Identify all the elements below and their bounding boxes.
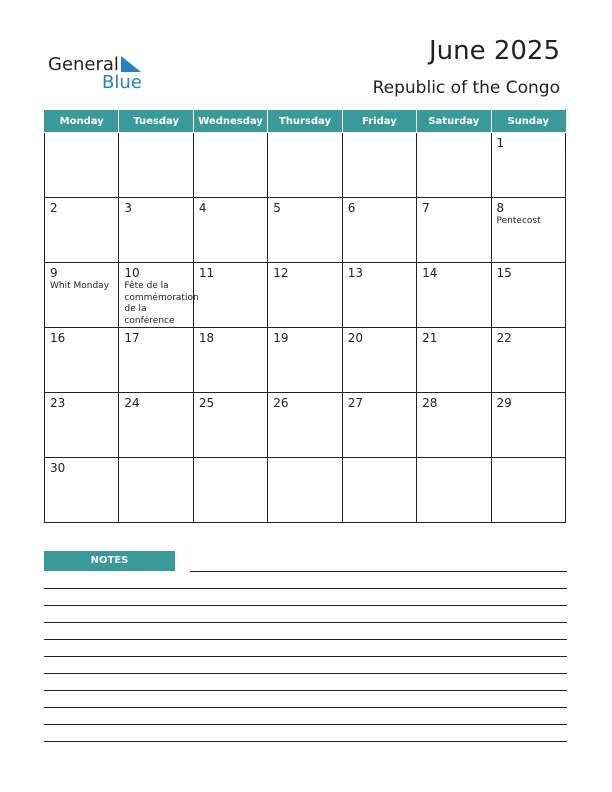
country-subtitle: Republic of the Congo	[372, 78, 560, 98]
note-line	[44, 605, 567, 606]
notes-label: NOTES	[44, 551, 175, 571]
day-number: 1	[496, 136, 505, 150]
note-line	[44, 741, 567, 742]
note-line	[44, 656, 567, 657]
calendar-week-row	[45, 328, 566, 393]
day-number: 16	[50, 331, 66, 345]
calendar-day-cell	[193, 458, 267, 523]
calendar-day-cell	[119, 133, 193, 198]
day-number: 29	[496, 396, 512, 410]
calendar-day-cell	[193, 393, 267, 458]
day-number: 12	[273, 266, 289, 280]
day-number: 13	[347, 266, 363, 280]
calendar-day-cell	[45, 458, 119, 523]
calendar-day-cell	[45, 198, 119, 263]
day-number: 20	[347, 331, 363, 345]
calendar-day-cell	[342, 328, 416, 393]
calendar-day-cell	[491, 133, 565, 198]
calendar-week-row	[45, 393, 566, 458]
day-number: 15	[496, 266, 512, 280]
calendar-day-cell	[417, 458, 491, 523]
day-number: 11	[198, 266, 215, 280]
calendar-day-cell	[45, 328, 119, 393]
calendar-week-row	[45, 198, 566, 263]
logo-triangle-icon	[121, 56, 141, 72]
calendar-day-cell	[268, 458, 342, 523]
day-number: 19	[273, 331, 289, 345]
weekday-header: Monday	[45, 110, 119, 133]
day-number	[45, 133, 118, 136]
calendar-week-row	[45, 133, 566, 198]
day-number: 28	[422, 396, 438, 410]
day-number: 3	[124, 201, 133, 215]
calendar-grid	[44, 109, 566, 523]
calendar-day-cell	[268, 328, 342, 393]
note-line	[190, 571, 567, 572]
day-number	[194, 133, 267, 136]
note-line	[44, 588, 567, 589]
weekday-header: Friday	[342, 110, 416, 133]
calendar-day-cell	[119, 263, 199, 328]
calendar-day-cell	[193, 133, 267, 198]
calendar-day-cell	[417, 263, 491, 328]
calendar-day-cell	[417, 328, 491, 393]
calendar-day-cell	[491, 263, 565, 328]
calendar-day-cell	[268, 393, 342, 458]
note-line	[44, 622, 567, 623]
calendar-day-cell	[491, 328, 565, 393]
calendar-day-cell	[417, 393, 491, 458]
day-number	[343, 133, 416, 136]
calendar-day-cell	[193, 263, 267, 328]
calendar-day-cell	[193, 328, 267, 393]
holiday-label: Fête de la commémoration de la conférence	[124, 281, 199, 326]
holiday-label: Whit Monday	[50, 281, 110, 291]
day-number: 17	[124, 331, 140, 345]
logo	[48, 52, 158, 94]
calendar-day-cell	[45, 393, 119, 458]
day-number: 21	[422, 331, 438, 345]
day-number: 18	[198, 331, 215, 345]
day-number: 24	[124, 396, 140, 410]
day-number: 27	[347, 396, 363, 410]
calendar-day-cell	[45, 263, 119, 328]
calendar-day-cell	[491, 393, 565, 458]
calendar-day-cell	[45, 133, 119, 198]
holiday-label: Pentecost	[496, 216, 541, 226]
calendar-day-cell	[119, 198, 193, 263]
calendar-day-cell	[491, 458, 565, 523]
calendar-day-cell	[342, 393, 416, 458]
day-number: 4	[198, 201, 207, 215]
calendar-week-row	[45, 458, 566, 523]
calendar-day-cell	[342, 458, 416, 523]
calendar-week-row	[45, 263, 566, 328]
note-line	[44, 673, 567, 674]
weekday-header: Thursday	[268, 110, 342, 133]
day-number	[194, 458, 267, 461]
day-number: 8	[496, 201, 505, 215]
calendar-day-cell	[417, 133, 491, 198]
day-number: 5	[273, 201, 281, 215]
day-number: 22	[496, 331, 512, 345]
day-number: 23	[50, 396, 66, 410]
calendar-day-cell	[268, 263, 342, 328]
note-line	[44, 639, 567, 640]
page-title: June 2025	[428, 36, 560, 66]
day-number: 7	[422, 201, 430, 215]
day-number	[268, 133, 341, 136]
note-line	[44, 690, 567, 691]
day-number: 30	[50, 461, 66, 475]
day-number: 25	[198, 396, 215, 410]
day-number	[119, 458, 192, 461]
weekday-header-row	[45, 110, 566, 133]
calendar-day-cell	[193, 198, 267, 263]
day-number	[417, 458, 490, 461]
logo-text-general: General	[48, 54, 119, 75]
day-number	[268, 458, 341, 461]
calendar-day-cell	[342, 198, 416, 263]
logo-text-blue: Blue	[102, 72, 142, 93]
calendar-day-cell	[417, 198, 491, 263]
calendar-day-cell	[268, 133, 342, 198]
weekday-header: Saturday	[417, 110, 491, 133]
day-number	[343, 458, 416, 461]
calendar-day-cell	[342, 263, 416, 328]
weekday-header: Tuesday	[119, 110, 193, 133]
day-number: 2	[50, 201, 58, 215]
day-number: 26	[273, 396, 289, 410]
calendar-day-cell	[268, 198, 342, 263]
calendar-day-cell	[342, 133, 416, 198]
day-number	[492, 458, 565, 461]
note-line	[44, 707, 567, 708]
day-number	[417, 133, 490, 136]
day-number: 9	[50, 266, 58, 280]
calendar-day-cell	[119, 393, 193, 458]
weekday-header: Wednesday	[193, 110, 267, 133]
calendar-day-cell	[119, 458, 193, 523]
day-number: 6	[347, 201, 356, 215]
day-number	[119, 133, 192, 136]
calendar-day-cell	[119, 328, 193, 393]
weekday-header: Sunday	[491, 110, 565, 133]
day-number: 14	[422, 266, 438, 280]
calendar-day-cell	[491, 198, 565, 263]
day-number: 10	[124, 266, 140, 280]
note-line	[44, 724, 567, 725]
